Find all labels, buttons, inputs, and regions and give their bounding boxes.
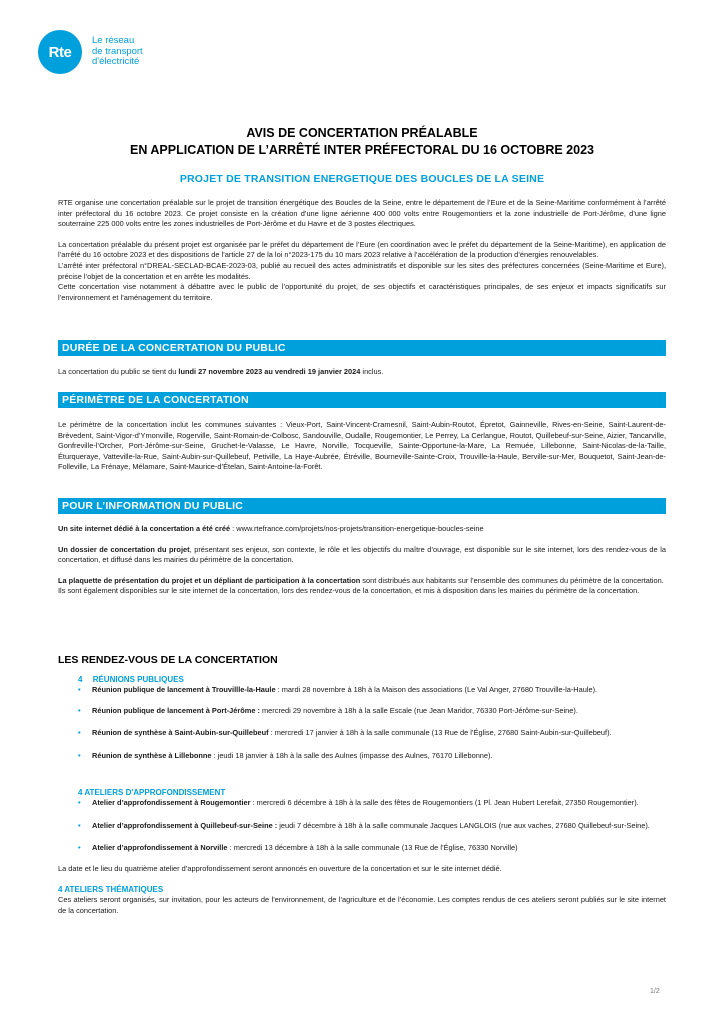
intro-paragraph: L’arrêté inter préfectoral n°DREAL-SECLAD-BCAE-2023-03, publié au recueil des actes administratifs et disponible sur les sites des préfectures concernées (Seine-Maritime et Eure), précise l’objet de la concertation et en arrête les modalités. [58, 260, 666, 281]
tagline-line: Le réseau [92, 35, 135, 47]
rte-logo-mark: Rte [38, 30, 82, 74]
dossier-label: Un dossier de concertation du projet [58, 544, 190, 554]
item-title: Atelier d’approfondissement à Norville [92, 843, 228, 853]
duree-text [58, 367, 666, 378]
bullet-icon: • [78, 728, 81, 738]
ateliers-list [58, 798, 666, 854]
item-title: Atelier d’approfondissement à Quillebeuf-sur-Seine : [92, 820, 278, 830]
intro-paragraph: La concertation préalable du présent projet est organisée par le préfet du département de l’Eure (en coordination avec le préfet du département de la Seine-Maritime), en application de l’arrêté du 16 octobre 2023 et des dispositions de l’article 27 de la loi n°2023-175 du 10 mars 2023 relative à l’accélération de la production d’énergies renouvelables. [58, 239, 666, 260]
separator: : [230, 524, 237, 533]
tagline-line: de transport [92, 45, 143, 57]
perimetre-section [58, 392, 666, 473]
list-item [58, 821, 666, 832]
bullet-icon: • [78, 820, 81, 830]
section-heading-perimetre: PÉRIMÈTRE DE LA CONCERTATION [58, 392, 666, 408]
list-item [58, 751, 666, 762]
item-details: : mardi 28 novembre à 18h à la Maison des associations (Le Val Anger, 27680 Trouville-la-Haule). [275, 685, 598, 695]
plaquette-label: La plaquette de présentation du projet et un dépliant de participation à la concertation [58, 575, 361, 585]
item-details: jeudi 7 décembre à 18h à la salle communale Jacques LANGLOIS (rue aux vaches, 27680 Quillebeuf-sur-Seine). [277, 820, 650, 830]
document-title-line-1: AVIS DE CONCERTATION PRÉALABLE [246, 126, 478, 140]
list-item [58, 706, 666, 717]
information-section [58, 498, 666, 597]
tagline-line: d'électricité [92, 56, 140, 68]
document-header [0, 125, 724, 185]
reunions-publiques-heading [58, 675, 666, 686]
project-subtitle: PROJET DE TRANSITION ENERGETIQUE DES BOUCLES DE LA SEINE [179, 173, 545, 185]
intro-section [58, 198, 666, 303]
dossier-description: , présentant ses enjeux, son contexte, le rôle et les objectifs du maître d’ouvrage, est disponible sur le site internet, lors des rendez-vous de la concertation, et diffusé dans les mairies du périmètre de la concertation. [58, 544, 666, 565]
ateliers-thematiques-heading: 4 ATELIERS THÉMATIQUES [58, 884, 164, 894]
reunions-list [58, 685, 666, 761]
ateliers-thematiques-text: Ces ateliers seront organisés, sur invitation, pour les acteurs de l’environnement, de l’agriculture et de l’économie. Les comptes rendus de ces ateliers seront publiés sur le site internet de la concertation. [58, 895, 666, 915]
site-internet-text [58, 524, 666, 535]
duree-text-end: inclus. [360, 367, 384, 376]
item-title: Réunion de synthèse à Lillebonne [92, 750, 212, 760]
perimetre-communes: Le périmètre de la concertation inclut les communes suivantes : Vieux-Port, Saint-Vincent-Cramesnil, Saint-Aubin-Routot, Épretot, Gainneville, Rives-en-Seine, Saint-Laurent-de-Brèvedent, Saint-Vigor-d’Ymonville, Rogerville, Saint-Romain-de-Colbosc, Sandouville, Oudalle, Rougemontier, Le Perrey, La Cerlangue, Routot, Quillebeuf-sur-Seine, Aizier, Tancarville, Gonfreville-l’Orcher, Port-Jérôme-sur-Seine, Gruchet-le-Valasse, Le Havre, Norville, Tocqueville, Sainte-Opportune-la-Mare, La Remuée, Lillebonne, Saint-Nicolas-de-la-Taille, Éturqueraye, Vatteville-la-Rue, Saint-Aubin-sur-Quillebeuf, Petiville, La Haye-Aubrée, Étréville, Bourneville-Sainte-Croix, Trouville-la-Haule, Berville-sur-Mer, Bouquetot, Saint-Jean-de-Folleville, La Frénaye, Mélamare, Saint-Maurice-d’Ételan, Saint-Antoine-la-Forêt. [58, 420, 666, 472]
item-details: mercredi 29 novembre à 18h à la salle Escale (rue Jean Maridor, 76330 Port-Jérôme-sur-Seine). [259, 705, 578, 715]
ateliers-note: La date et le lieu du quatrième atelier d’approfondissement seront annoncés en ouverture de la concertation et sur le site internet dédié. [58, 863, 502, 873]
duree-section [58, 340, 666, 378]
page-number: 1/2 [650, 988, 660, 995]
section-heading-duree: DURÉE DE LA CONCERTATION DU PUBLIC [58, 340, 666, 356]
bullet-icon: • [78, 843, 81, 853]
site-internet-label: Un site internet dédié à la concertation a été créé [58, 524, 231, 533]
rte-logo [38, 30, 143, 74]
item-title: Réunion de synthèse à Saint-Aubin-sur-Quillebeuf [92, 728, 269, 738]
item-details: : mercredi 6 décembre à 18h à la salle des fêtes de Rougemontiers (1 Pl. Jean Hubert Lerefait, 27350 Rougemontier). [250, 798, 639, 808]
bullet-icon: • [78, 798, 81, 808]
section-heading-rendezvous: LES RENDEZ-VOUS DE LA CONCERTATION [58, 654, 278, 666]
rendezvous-section [58, 655, 666, 916]
intro-paragraph: RTE organise une concertation préalable sur le projet de transition énergétique des Boucles de la Seine, entre le département de l’Eure et de la Seine-Maritime conformément à l’arrêté inter préfectoral du 16 octobre 2023. Ce projet consiste en la création d’une ligne aérienne 400 000 volts entre Rougemontiers et la zone industrielle de Port-Jérôme, d’une ligne souterraine 225 000 volts entre les zones industrielles de Port-Jérôme et du Havre et de 3 postes électriques. [58, 198, 666, 229]
bullet-icon: • [78, 705, 81, 715]
list-item [58, 685, 666, 696]
item-details: : mercredi 13 décembre à 18h à la salle communale (13 Rue de l’Église, 76330 Norville) [227, 843, 518, 853]
item-details: : mercredi 17 janvier à 18h à la salle communale (13 Rue de l’Église, 27680 Saint-Aubin-sur-Quillebeuf). [268, 728, 612, 738]
list-item [58, 798, 666, 809]
duree-dates: lundi 27 novembre 2023 au vendredi 19 janvier 2024 [178, 367, 361, 376]
document-title-line-2: EN APPLICATION DE L’ARRÊTÉ INTER PRÉFECTORAL DU 16 OCTOBRE 2023 [130, 143, 594, 157]
list-item [58, 728, 666, 739]
plaquette-text [58, 576, 666, 587]
disponibilite-text: Ils sont également disponibles sur le site internet de la concertation, lors des rendez-vous de la concertation, et mis à disposition dans les mairies du périmètre de la concertation. [58, 586, 640, 596]
section-heading-information: POUR L’INFORMATION DU PUBLIC [58, 498, 666, 514]
dossier-text [58, 545, 666, 566]
reunions-title: RÉUNIONS PUBLIQUES [92, 674, 184, 684]
rte-logo-tagline [92, 36, 143, 68]
intro-paragraph: Cette concertation vise notamment à débattre avec le public de l’opportunité du projet, de ses objectifs et caractéristiques principales, de ses enjeux et impacts significatifs sur l’environnement et l’aménagement du territoire. [58, 282, 666, 302]
bullet-icon: • [78, 685, 81, 695]
ateliers-approfondissement-heading: 4 ATELIERS D'APPROFONDISSEMENT [78, 787, 226, 797]
item-title: Réunion publique de lancement à Port-Jérôme : [92, 705, 260, 715]
item-title: Atelier d’approfondissement à Rougemontier [92, 798, 251, 808]
list-item [58, 843, 666, 854]
item-title: Réunion publique de lancement à Trouvillle-la-Haule [92, 685, 276, 695]
item-details: : jeudi 18 janvier à 18h à la salle des Aulnes (impasse des Aulnes, 76170 Lillebonne). [211, 750, 493, 760]
reunions-count: 4 [78, 674, 83, 684]
plaquette-description: sont distribués aux habitants sur l’ensemble des communes du périmètre de la concertation. [360, 575, 664, 585]
bullet-icon: • [78, 750, 81, 760]
site-url-link[interactable]: www.rtefrance.com/projets/nos-projets/transition-energetique-boucles-seine [236, 524, 484, 533]
duree-text-start: La concertation du public se tient du [58, 367, 179, 376]
